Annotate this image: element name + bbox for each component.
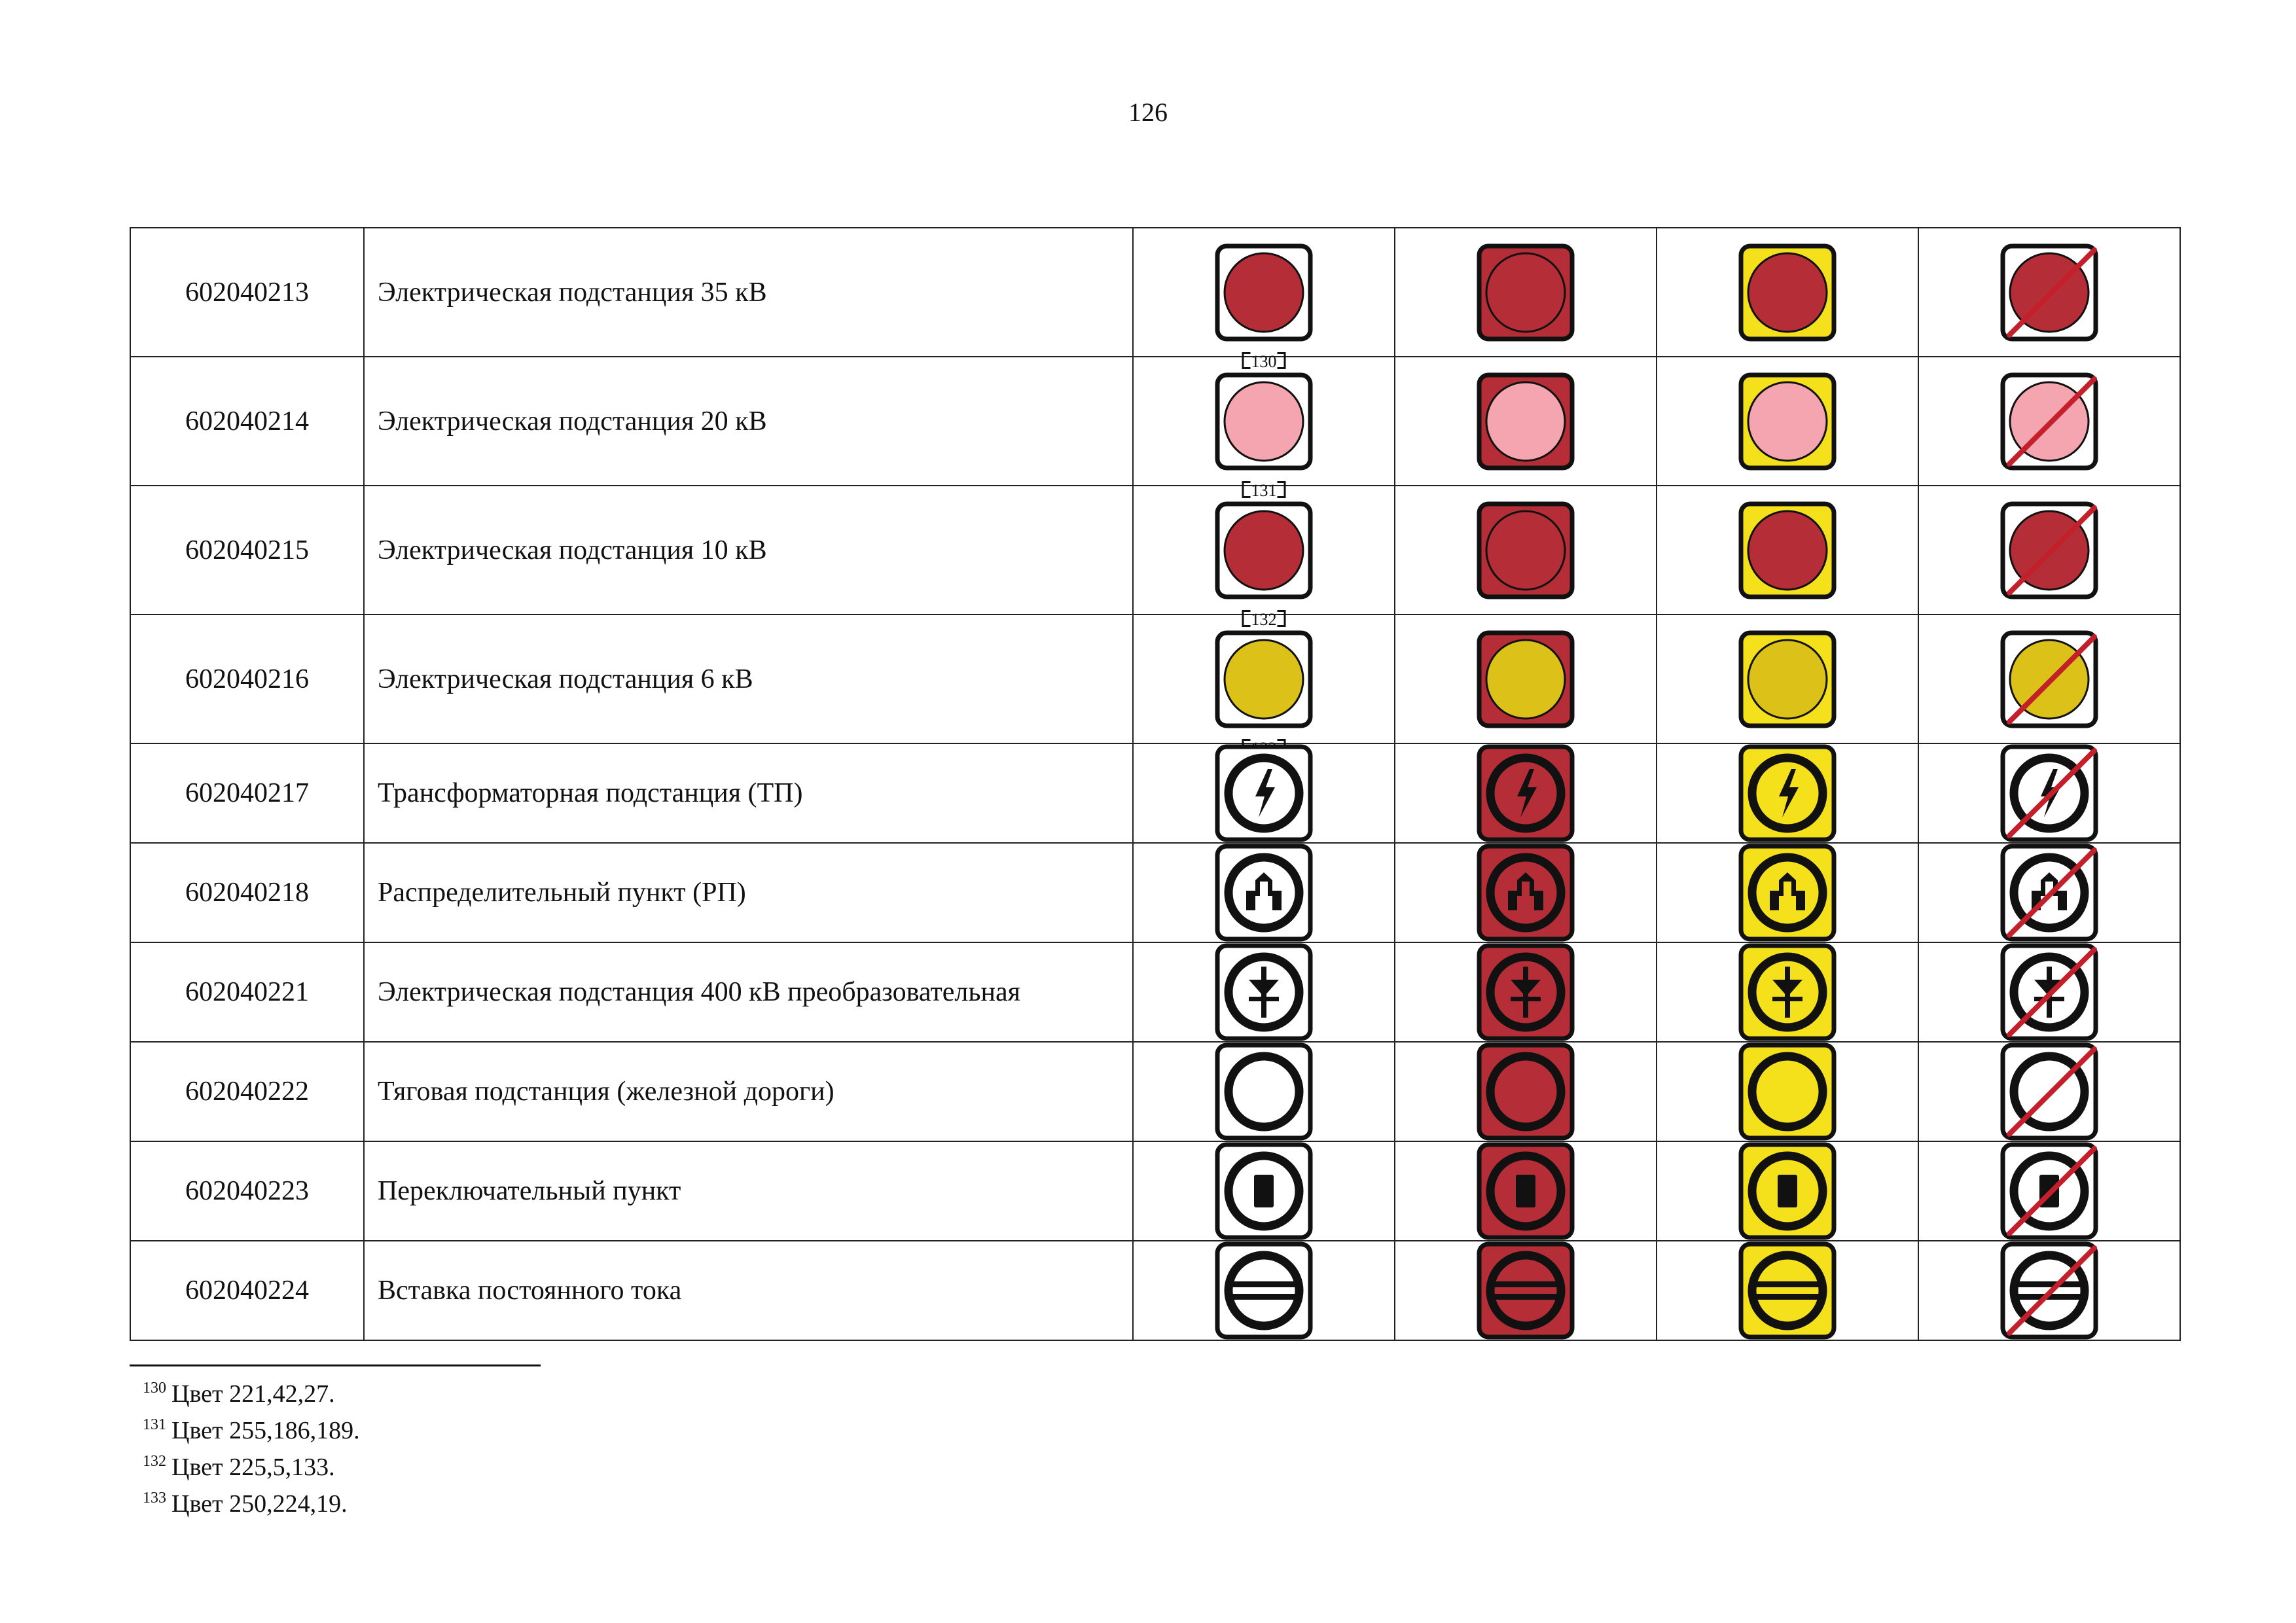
footnote-line bbox=[143, 1446, 360, 1483]
symbol-white-frame-icon bbox=[1215, 1043, 1313, 1141]
code-cell: 602040215 bbox=[130, 486, 364, 615]
symbol-cell-white-frame bbox=[1133, 1042, 1395, 1141]
symbol-cell-red-frame bbox=[1395, 1241, 1657, 1340]
symbol-cell-white-frame bbox=[1133, 743, 1395, 843]
table-row bbox=[130, 615, 2180, 743]
symbol-cell-yellow-frame bbox=[1657, 615, 1918, 743]
name-cell: Вставка постоянного тока bbox=[364, 1241, 1133, 1340]
symbol-cell-crossed bbox=[1918, 1241, 2180, 1340]
table-row bbox=[130, 1042, 2180, 1141]
symbol-cell-red-frame bbox=[1395, 1141, 1657, 1241]
footnote-marker: 130 bbox=[1242, 353, 1286, 370]
footnote-separator bbox=[130, 1364, 541, 1366]
name-cell: Электрическая подстанция 20 кВ bbox=[364, 357, 1133, 486]
symbol-white-frame-icon bbox=[1215, 744, 1313, 842]
name-cell: Электрическая подстанция 35 кВ bbox=[364, 228, 1133, 357]
symbol-red-frame-icon bbox=[1477, 243, 1575, 342]
symbol-crossed-icon bbox=[2000, 372, 2098, 471]
footnotes bbox=[143, 1373, 360, 1520]
symbol-cell-white-frame bbox=[1133, 228, 1395, 371]
symbol-cell-white-frame bbox=[1133, 615, 1395, 743]
code-cell: 602040216 bbox=[130, 615, 364, 743]
symbol-cell-yellow-frame bbox=[1657, 1141, 1918, 1241]
code-cell: 602040222 bbox=[130, 1042, 364, 1141]
symbol-yellow-frame-icon bbox=[1738, 501, 1837, 599]
code-cell: 602040213 bbox=[130, 228, 364, 357]
symbol-yellow-frame-icon bbox=[1738, 1043, 1837, 1141]
table-row bbox=[130, 1141, 2180, 1241]
name-cell: Трансформаторная подстанция (ТП) bbox=[364, 743, 1133, 843]
symbol-cell-red-frame bbox=[1395, 743, 1657, 843]
symbol-cell-crossed bbox=[1918, 486, 2180, 615]
symbol-cell-white-frame bbox=[1133, 1141, 1395, 1241]
symbol-cell-red-frame bbox=[1395, 357, 1657, 486]
symbol-yellow-frame-icon bbox=[1738, 844, 1837, 942]
name-cell: Электрическая подстанция 400 кВ преобразовательная bbox=[364, 942, 1133, 1042]
table-row bbox=[130, 843, 2180, 942]
symbols-table bbox=[130, 227, 2181, 1341]
symbol-crossed-icon bbox=[2000, 1241, 2098, 1340]
symbol-crossed-icon bbox=[2000, 630, 2098, 728]
symbol-cell-yellow-frame bbox=[1657, 228, 1918, 357]
symbol-crossed-icon bbox=[2000, 501, 2098, 599]
symbol-yellow-frame-icon bbox=[1738, 1142, 1837, 1240]
symbol-white-frame-icon bbox=[1215, 630, 1313, 728]
footnote-text: Цвет 225,5,133. bbox=[171, 1454, 335, 1481]
symbol-cell-yellow-frame bbox=[1657, 1042, 1918, 1141]
symbol-red-frame-icon bbox=[1477, 1142, 1575, 1240]
footnote-number: 131 bbox=[143, 1416, 166, 1433]
symbol-white-frame-icon bbox=[1215, 501, 1313, 599]
symbol-cell-red-frame bbox=[1395, 228, 1657, 357]
symbol-crossed-icon bbox=[2000, 243, 2098, 342]
page-number: 126 bbox=[1128, 98, 1168, 127]
symbol-cell-white-frame bbox=[1133, 843, 1395, 942]
symbol-red-frame-icon bbox=[1477, 630, 1575, 728]
symbol-white-frame-icon bbox=[1215, 1241, 1313, 1340]
symbol-cell-crossed bbox=[1918, 615, 2180, 743]
symbol-cell-crossed bbox=[1918, 1042, 2180, 1141]
symbol-cell-yellow-frame bbox=[1657, 942, 1918, 1042]
symbol-yellow-frame-icon bbox=[1738, 744, 1837, 842]
code-cell: 602040221 bbox=[130, 942, 364, 1042]
symbol-cell-yellow-frame bbox=[1657, 1241, 1918, 1340]
table-row bbox=[130, 743, 2180, 843]
table-row bbox=[130, 357, 2180, 486]
footnote-number: 133 bbox=[143, 1489, 166, 1507]
footnote-text: Цвет 221,42,27. bbox=[171, 1380, 335, 1408]
code-cell: 602040218 bbox=[130, 843, 364, 942]
symbol-yellow-frame-icon bbox=[1738, 243, 1837, 342]
footnote-text: Цвет 255,186,189. bbox=[171, 1417, 360, 1444]
symbol-cell-red-frame bbox=[1395, 843, 1657, 942]
footnote-line bbox=[143, 1483, 360, 1520]
symbol-cell-red-frame bbox=[1395, 1042, 1657, 1141]
symbol-cell-yellow-frame bbox=[1657, 486, 1918, 615]
symbol-cell-white-frame bbox=[1133, 942, 1395, 1042]
name-cell: Тяговая подстанция (железной дороги) bbox=[364, 1042, 1133, 1141]
table-row bbox=[130, 942, 2180, 1042]
code-cell: 602040217 bbox=[130, 743, 364, 843]
footnote-text: Цвет 250,224,19. bbox=[171, 1490, 348, 1518]
symbol-red-frame-icon bbox=[1477, 844, 1575, 942]
symbol-yellow-frame-icon bbox=[1738, 1241, 1837, 1340]
symbol-red-frame-icon bbox=[1477, 372, 1575, 471]
symbol-crossed-icon bbox=[2000, 844, 2098, 942]
footnote-line bbox=[143, 1410, 360, 1446]
symbol-crossed-icon bbox=[2000, 1142, 2098, 1240]
symbol-red-frame-icon bbox=[1477, 744, 1575, 842]
symbol-red-frame-icon bbox=[1477, 943, 1575, 1041]
symbol-white-frame-icon bbox=[1215, 243, 1313, 342]
symbol-cell-white-frame bbox=[1133, 1241, 1395, 1340]
name-cell: Переключательный пункт bbox=[364, 1141, 1133, 1241]
symbol-cell-crossed bbox=[1918, 942, 2180, 1042]
symbol-red-frame-icon bbox=[1477, 1043, 1575, 1141]
symbol-white-frame-icon bbox=[1215, 844, 1313, 942]
name-cell: Электрическая подстанция 6 кВ bbox=[364, 615, 1133, 743]
symbol-cell-crossed bbox=[1918, 843, 2180, 942]
symbol-white-frame-icon bbox=[1215, 1142, 1313, 1240]
code-cell: 602040223 bbox=[130, 1141, 364, 1241]
symbol-yellow-frame-icon bbox=[1738, 630, 1837, 728]
footnote-marker: 131 bbox=[1242, 482, 1286, 499]
symbol-cell-white-frame bbox=[1133, 357, 1395, 500]
symbol-yellow-frame-icon bbox=[1738, 943, 1837, 1041]
code-cell: 602040214 bbox=[130, 357, 364, 486]
footnote-line bbox=[143, 1373, 360, 1410]
symbol-red-frame-icon bbox=[1477, 1241, 1575, 1340]
table-row bbox=[130, 486, 2180, 615]
symbol-cell-yellow-frame bbox=[1657, 743, 1918, 843]
symbol-cell-red-frame bbox=[1395, 942, 1657, 1042]
footnote-number: 130 bbox=[143, 1380, 166, 1397]
footnote-marker: 132 bbox=[1242, 611, 1286, 628]
symbol-yellow-frame-icon bbox=[1738, 372, 1837, 471]
footnote-number: 132 bbox=[143, 1453, 166, 1470]
symbol-white-frame-icon bbox=[1215, 372, 1313, 471]
symbol-crossed-icon bbox=[2000, 943, 2098, 1041]
code-cell: 602040224 bbox=[130, 1241, 364, 1340]
symbol-crossed-icon bbox=[2000, 744, 2098, 842]
symbol-cell-crossed bbox=[1918, 228, 2180, 357]
symbol-crossed-icon bbox=[2000, 1043, 2098, 1141]
name-cell: Распределительный пункт (РП) bbox=[364, 843, 1133, 942]
symbol-cell-crossed bbox=[1918, 743, 2180, 843]
symbol-cell-crossed bbox=[1918, 1141, 2180, 1241]
name-cell: Электрическая подстанция 10 кВ bbox=[364, 486, 1133, 615]
symbol-cell-white-frame bbox=[1133, 486, 1395, 629]
symbol-red-frame-icon bbox=[1477, 501, 1575, 599]
symbol-cell-crossed bbox=[1918, 357, 2180, 486]
symbol-cell-yellow-frame bbox=[1657, 357, 1918, 486]
table-row bbox=[130, 1241, 2180, 1340]
table-row bbox=[130, 228, 2180, 357]
symbol-cell-yellow-frame bbox=[1657, 843, 1918, 942]
symbol-white-frame-icon bbox=[1215, 943, 1313, 1041]
symbol-cell-red-frame bbox=[1395, 486, 1657, 615]
symbol-cell-red-frame bbox=[1395, 615, 1657, 743]
